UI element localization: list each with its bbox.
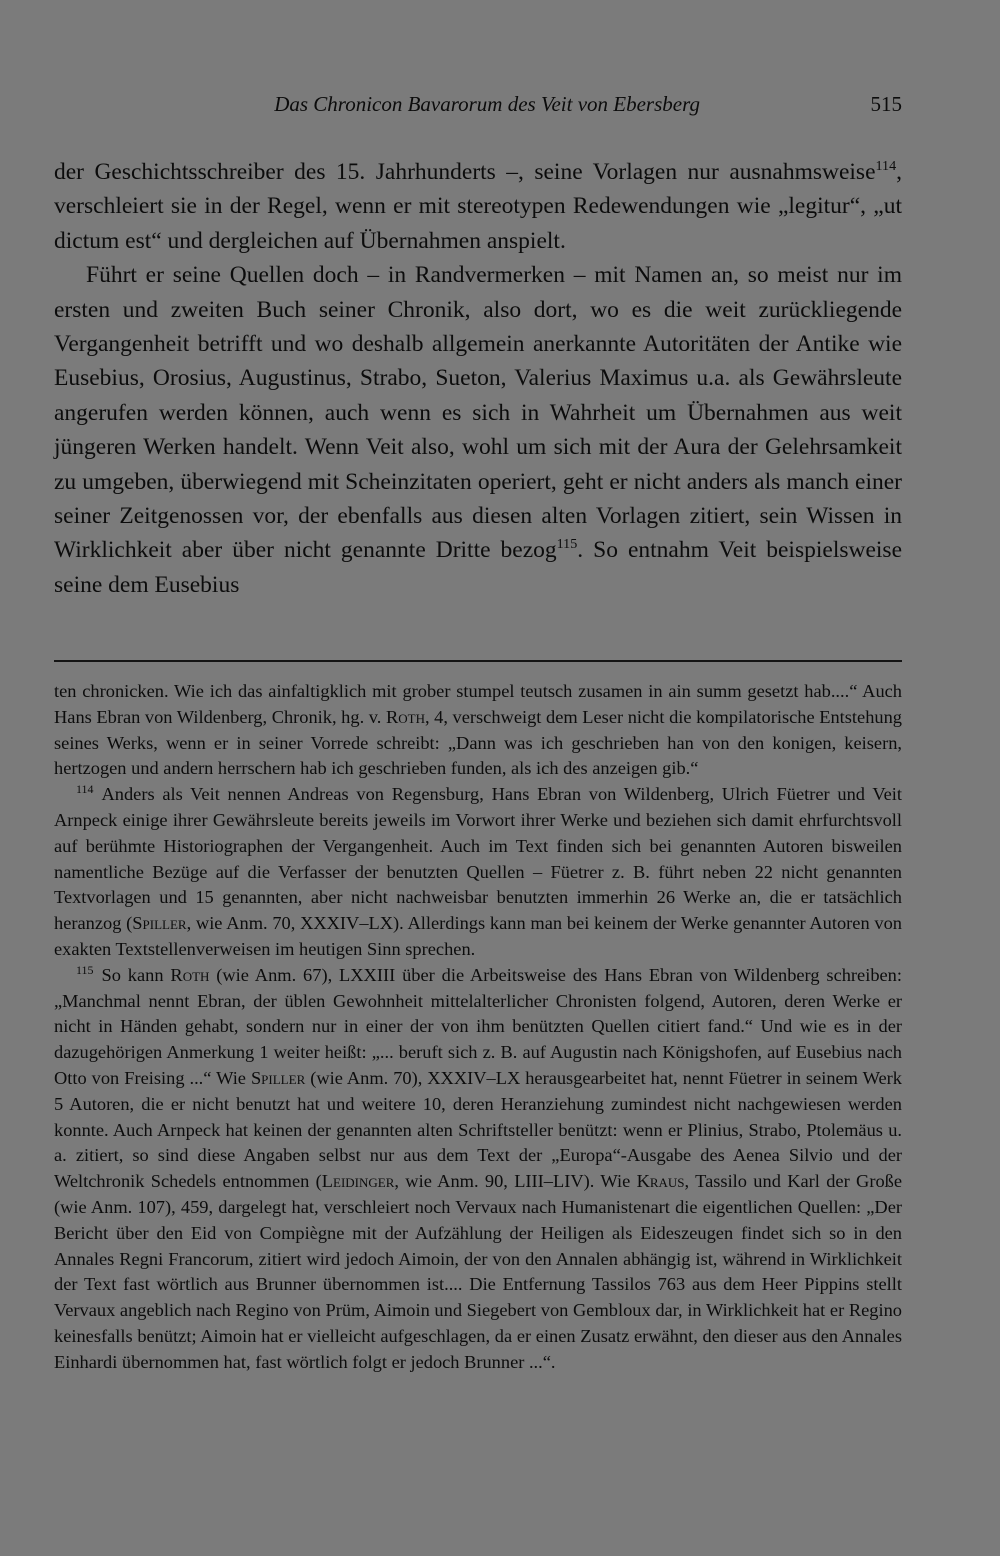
main-text bbox=[54, 155, 902, 602]
paragraph-text: Führt er seine Quellen doch – in Randvermerken – mit Namen an, so meist nur im ersten und zweiten Buch seiner Chronik, also dort, wo es die weit zurückliegende Vergangenheit betrifft und wo deshalb allgemein anerkannte Autoritäten der Antike wie Eusebius, Orosius, Augustinus, Strabo, Sueton, Valerius Maximus u.a. als Gewährsleute angerufen werden können, auch wenn es sich in Wahrheit um Übernahmen aus weit jüngeren Werken handelt. Wenn Veit also, wohl um sich mit der Aura der Gelehrsamkeit zu umgeben, überwiegend mit Scheinzitaten operiert, geht er nicht anders als manch einer seiner Zeitgenossen vor, der ebenfalls aus diesen alten Vorlagen zitiert, sein Wissen in Wirklichkeit aber über nicht genannte Dritte bezog bbox=[54, 262, 902, 564]
author-name: Spiller bbox=[132, 913, 187, 934]
paragraph-text: , verschleiert sie in der Regel, wenn er mit stereotypen Redewendungen wie „legitur“, „ut dictum est“ und dergleichen auf Übernahmen anspielt. bbox=[54, 159, 902, 254]
paragraph-text: . So entnahm Veit beispielsweise seine dem Eusebius bbox=[54, 537, 903, 598]
paragraph bbox=[54, 155, 902, 258]
author-name: Spiller bbox=[250, 1067, 306, 1088]
paragraph-text: der Geschichtsschreiber des 15. Jahrhunderts –, seine Vorlagen nur ausnahmsweise bbox=[54, 159, 876, 185]
footnote-text: , Tassilo und Karl der Große (wie Anm. 107), 459, dargelegt hat, verschleiert noch Vervaux nach Humanistenart die eigentlichen Quellen: „Der Bericht über den Eid von Compiègne mit der Aufzählung der Heiligen als Eideszeugen findet sich so in den Annales Regni Francorum, zitiert wird jedoch Aimoin, der von den Annalen abhängig ist, während in Wirklichkeit der Text fast wörtlich aus Brunner übernommen ist.... Die Entfernung Tassilos 763 aus dem Heer Pippins stellt Vervaux angeblich nach Regino von Prüm, Aimoin und Siegebert von Gembloux dar, in Wirklichkeit hat er Regino keinesfalls benützt; Aimoin hat er vielleicht aufgeschlagen, da er einen Zusatz erwähnt, den dieser aus den Annales Einhardi übernommen hat, fast wörtlich folgt er jedoch Brunner ...“. bbox=[54, 1171, 902, 1372]
author-name: Roth bbox=[170, 964, 210, 985]
footnote-text: (wie Anm. 67), LXXIII über die Arbeitsweise des Hans Ebran von Wildenberg schreiben: „Manchmal nennt Ebran, der üblen Gewohnheit mittelalterlicher Chronisten folgend, Autoren, deren Werke er nicht in Händen gehabt, sondern nur in einer der von ihm benützten Quellen citiert fand.“ Und wie es in der dazugehörigen Anmerkung 1 weiter heißt: „... beruft sich z. B. auf Augustin nach Königshofen, auf Eusebius nach Otto von Freising ...“ Wie bbox=[54, 964, 902, 1088]
footnote-ref-115[interactable]: 115 bbox=[556, 536, 578, 553]
footnote-text: , wie Anm. 70, XXXIV–LX). Allerdings kann man bei keinem der Werke genannter Autoren von exakten Textstellenverweisen im heutigen Sinn sprechen. bbox=[54, 913, 902, 959]
footnote-114 bbox=[54, 782, 902, 963]
running-head: Das Chronicon Bavarorum des Veit von Ebersberg bbox=[274, 92, 700, 116]
footnote-separator bbox=[54, 660, 902, 662]
footnote-number: 115 bbox=[76, 962, 94, 977]
author-name: Leidinger bbox=[321, 1171, 395, 1192]
page-number: 515 bbox=[870, 92, 902, 116]
author-name: Roth bbox=[385, 706, 425, 727]
footnote-continuation bbox=[54, 679, 902, 782]
footnote-number: 114 bbox=[76, 782, 94, 797]
footnote-text: (wie Anm. 70), XXXIV–LX herausgearbeitet hat, nennt Füetrer in seinem Werk 5 Autoren, die er nicht benutzt hat und weitere 10, deren Heranziehung zumindest nicht nachgewiesen werden konnte. Auch Arnpeck hat keinen der genannten alten Schriftsteller benützt: wenn er Plinius, Strabo, Ptolemäus u. a. zitiert, so sind diese Angaben selbst nur aus dem Text der „Europa“-Ausgabe des Aenea Silvio und der Weltchronik Schedels entnommen ( bbox=[54, 1067, 902, 1192]
author-name: Kraus bbox=[636, 1171, 685, 1192]
footnote-text: , 4, verschweigt dem Leser nicht die kompilatorische Entstehung seines Werks, wenn er in seiner Vorrede schreibt: „Dann was ich geschrieben han von den konigen, keisern, hertzogen und andern herrschern hab ich geschrieben funden, als ich des anzeigen gib.“ bbox=[54, 706, 902, 779]
footnote-text: ten chronicken. Wie ich das ainfaltigklich mit grober stumpel teutsch zusamen in ain summ gesetzt hab....“ Auch Hans Ebran von Wildenberg, Chronik, hg. v. bbox=[54, 681, 902, 727]
footnote-ref-114[interactable]: 114 bbox=[875, 158, 897, 175]
footnote-text: Anders als Veit nennen Andreas von Regensburg, Hans Ebran von Wildenberg, Ulrich Füetrer und Veit Arnpeck einige ihrer Gewährsleute bereits jeweils im Vorwort ihrer Werke und beziehen sich damit ehrfurchtsvoll auf berühmte Historiographen der Vergangenheit. Auch im Text finden sich bei genannten Autoren bisweilen namentliche Bezüge auf die Verfasser der benutzten Quellen – Füetrer z. B. führt neben 22 nicht genannten Textvorlagen und 15 genannten, aber nicht nachweisbar benutzten immerhin 26 Werke an, die er tatsächlich heranzog ( bbox=[54, 784, 902, 934]
footnote-text: , wie Anm. 90, LIII–LIV). Wie bbox=[394, 1171, 637, 1192]
footnotes bbox=[54, 679, 902, 1376]
paragraph bbox=[54, 258, 902, 602]
footnote-text: So kann bbox=[101, 964, 171, 985]
footnote-115 bbox=[54, 963, 902, 1376]
